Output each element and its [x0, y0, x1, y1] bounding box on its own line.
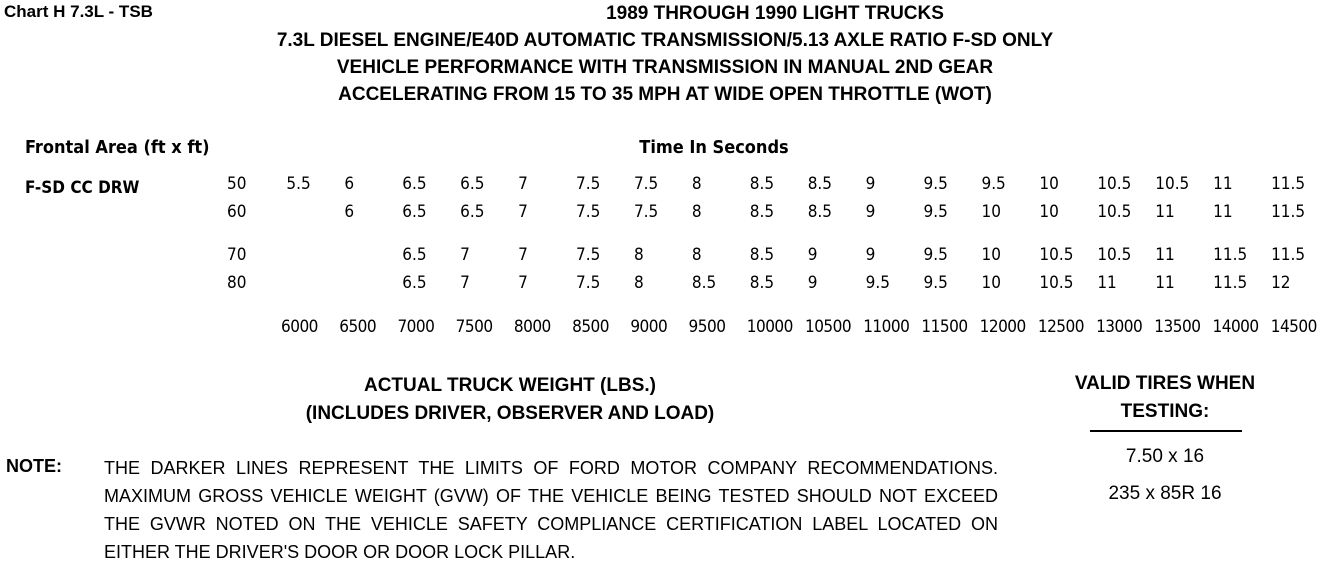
time-value: 7.5 — [576, 244, 601, 265]
weight-caption-line: (INCLUDES DRIVER, OBSERVER AND LOAD) — [305, 403, 715, 424]
row-group-1 — [219, 166, 1329, 232]
time-value: 10.5 — [1039, 244, 1074, 265]
chart-id: Chart H 7.3L - TSB — [4, 2, 153, 21]
time-value: 9 — [807, 244, 818, 265]
group-rows — [219, 233, 1329, 297]
time-value: 7 — [518, 174, 528, 195]
time-value: 8 — [691, 202, 702, 223]
frontal-area-value: 60 — [227, 202, 247, 223]
heading-line: 7.3L DIESEL ENGINE/E40D AUTOMATIC TRANSMISSION/5.13 AXLE RATIO F-SD ONLY — [276, 30, 1054, 51]
time-value: 8 — [633, 244, 644, 265]
tire-size: 7.50 x 16 — [1125, 446, 1205, 467]
tires-title — [1030, 370, 1300, 426]
time-value: 8.5 — [691, 272, 717, 293]
time-value: 11.5 — [1271, 174, 1306, 195]
time-value: 10 — [1039, 202, 1059, 223]
time-value: 11 — [1155, 244, 1175, 265]
time-value: 6 — [344, 202, 355, 223]
time-value: 8 — [633, 272, 644, 293]
time-value: 6.5 — [460, 202, 485, 223]
time-value: 6 — [344, 174, 355, 195]
tire-size: 235 x 85R 16 — [1108, 483, 1222, 504]
time-value: 7 — [460, 244, 470, 265]
time-value: 9 — [865, 244, 876, 265]
time-value: 10.5 — [1155, 174, 1190, 195]
time-value: 9.5 — [923, 202, 948, 223]
time-value: 10 — [981, 202, 1001, 223]
heading-line: 1989 THROUGH 1990 LIGHT TRUCKS — [606, 3, 944, 24]
time-value: 11 — [1097, 272, 1117, 293]
time-value: 6.5 — [460, 174, 485, 195]
weight-value: 13500 — [1154, 316, 1201, 337]
time-value: 8.5 — [749, 244, 775, 265]
time-value: 6.5 — [402, 202, 427, 223]
time-value: 11.5 — [1213, 244, 1248, 265]
note-text: THE DARKER LINES REPRESENT THE LIMITS OF FORD MOTOR COMPANY RECOMMENDATIONS. MAXIMUM GROSS VEHICLE WEIGHT (GVW) OF THE VEHICLE BEING TESTED SHOULD NOT EXCEED THE GVWR NOTED ON THE VEHICLE SAFETY COMPLIANCE CERTIFICATION LABEL LOCATED ON EITHER THE DRIVER'S DOOR OR DOOR LOCK PILLAR. — [104, 458, 998, 562]
time-value: 8 — [691, 174, 702, 195]
weight-value: 7000 — [397, 316, 435, 337]
time-value: 9.5 — [981, 174, 1006, 195]
time-value: 8.5 — [749, 174, 775, 195]
tires-list — [1030, 438, 1300, 512]
tires-title-line: VALID TIRES WHEN — [1074, 373, 1256, 394]
time-value: 7.5 — [633, 202, 659, 223]
table-row — [219, 269, 1329, 297]
weight-value: 6500 — [339, 316, 377, 337]
time-value: 10.5 — [1039, 272, 1074, 293]
weight-value: 8500 — [572, 316, 610, 337]
time-value: 7 — [460, 272, 470, 293]
weight-caption-line: ACTUAL TRUCK WEIGHT (LBS.) — [363, 375, 656, 396]
time-header: Time In Seconds — [639, 136, 789, 158]
time-value: 9.5 — [865, 272, 890, 293]
frontal-area-value: 70 — [227, 244, 247, 265]
time-value: 9.5 — [923, 244, 948, 265]
headings — [0, 0, 1330, 108]
weight-value: 14000 — [1212, 316, 1259, 337]
weight-value: 13000 — [1096, 316, 1143, 337]
heading-line: ACCELERATING FROM 15 TO 35 MPH AT WIDE OPEN THROTTLE (WOT) — [338, 84, 992, 105]
vehicle-name: F-SD CC DRW — [25, 178, 140, 199]
group-rows — [219, 166, 1329, 226]
time-value: 8.5 — [807, 174, 833, 195]
weight-value: 12500 — [1037, 316, 1084, 337]
time-value: 9.5 — [923, 272, 948, 293]
time-value: 7.5 — [576, 174, 601, 195]
time-value: 10 — [1039, 174, 1059, 195]
performance-table — [3, 128, 1329, 346]
frontal-area-value: 80 — [227, 272, 247, 293]
note-label: NOTE: — [6, 456, 62, 476]
time-value: 12 — [1271, 272, 1291, 293]
frontal-area-header: Frontal Area (ft x ft) — [25, 136, 210, 158]
time-value: 6.5 — [402, 244, 427, 265]
time-value: 7 — [518, 272, 528, 293]
weight-value: 14500 — [1270, 316, 1317, 337]
time-value: 8.5 — [807, 202, 833, 223]
time-value: 11.5 — [1213, 272, 1248, 293]
time-value: 10.5 — [1097, 202, 1132, 223]
table-row — [219, 198, 1329, 226]
time-value: 5.5 — [286, 174, 311, 195]
weight-value: 6000 — [281, 316, 318, 337]
time-value: 7.5 — [576, 202, 601, 223]
time-value: 11 — [1213, 202, 1233, 223]
heading-line: VEHICLE PERFORMANCE WITH TRANSMISSION IN MANUAL 2ND GEAR — [336, 57, 994, 78]
time-value: 11.5 — [1271, 202, 1306, 223]
time-value: 9 — [807, 272, 818, 293]
frontal-area-value: 50 — [227, 174, 247, 195]
time-value: 10.5 — [1097, 244, 1132, 265]
time-value: 7.5 — [633, 174, 659, 195]
time-value: 7.5 — [576, 272, 601, 293]
time-value: 9.5 — [923, 174, 948, 195]
time-value: 6.5 — [402, 174, 427, 195]
weight-value: 7500 — [455, 316, 493, 337]
table-row — [219, 241, 1329, 269]
time-value: 7 — [518, 244, 528, 265]
table-row — [219, 170, 1329, 198]
weight-value: 9000 — [630, 316, 668, 337]
time-value: 9 — [865, 202, 876, 223]
time-value: 11 — [1213, 174, 1233, 195]
weight-value: 10500 — [804, 316, 852, 337]
weights-list — [219, 309, 1329, 345]
weight-value: 11500 — [921, 316, 968, 337]
time-value: 10 — [981, 244, 1001, 265]
weight-value: 9500 — [688, 316, 726, 337]
weights-row — [219, 308, 1329, 346]
time-value: 11 — [1155, 202, 1175, 223]
tires-divider — [1090, 430, 1242, 432]
weight-caption — [180, 372, 840, 428]
time-value: 9 — [865, 174, 876, 195]
time-value: 8 — [691, 244, 702, 265]
weight-value: 10000 — [746, 316, 793, 337]
blank-cell — [3, 308, 219, 346]
time-value: 11 — [1155, 272, 1175, 293]
weight-value: 12000 — [979, 316, 1026, 337]
time-value: 8.5 — [749, 202, 775, 223]
time-value: 6.5 — [402, 272, 427, 293]
row-group-2 — [219, 233, 1329, 308]
weight-value: 8000 — [513, 316, 551, 337]
time-value: 11.5 — [1271, 244, 1306, 265]
time-value: 7 — [518, 202, 528, 223]
time-value: 10 — [981, 272, 1001, 293]
weight-value: 11000 — [863, 316, 910, 337]
time-value: 8.5 — [749, 272, 775, 293]
tires-title-line: TESTING: — [1120, 401, 1210, 422]
time-value: 10.5 — [1097, 174, 1132, 195]
